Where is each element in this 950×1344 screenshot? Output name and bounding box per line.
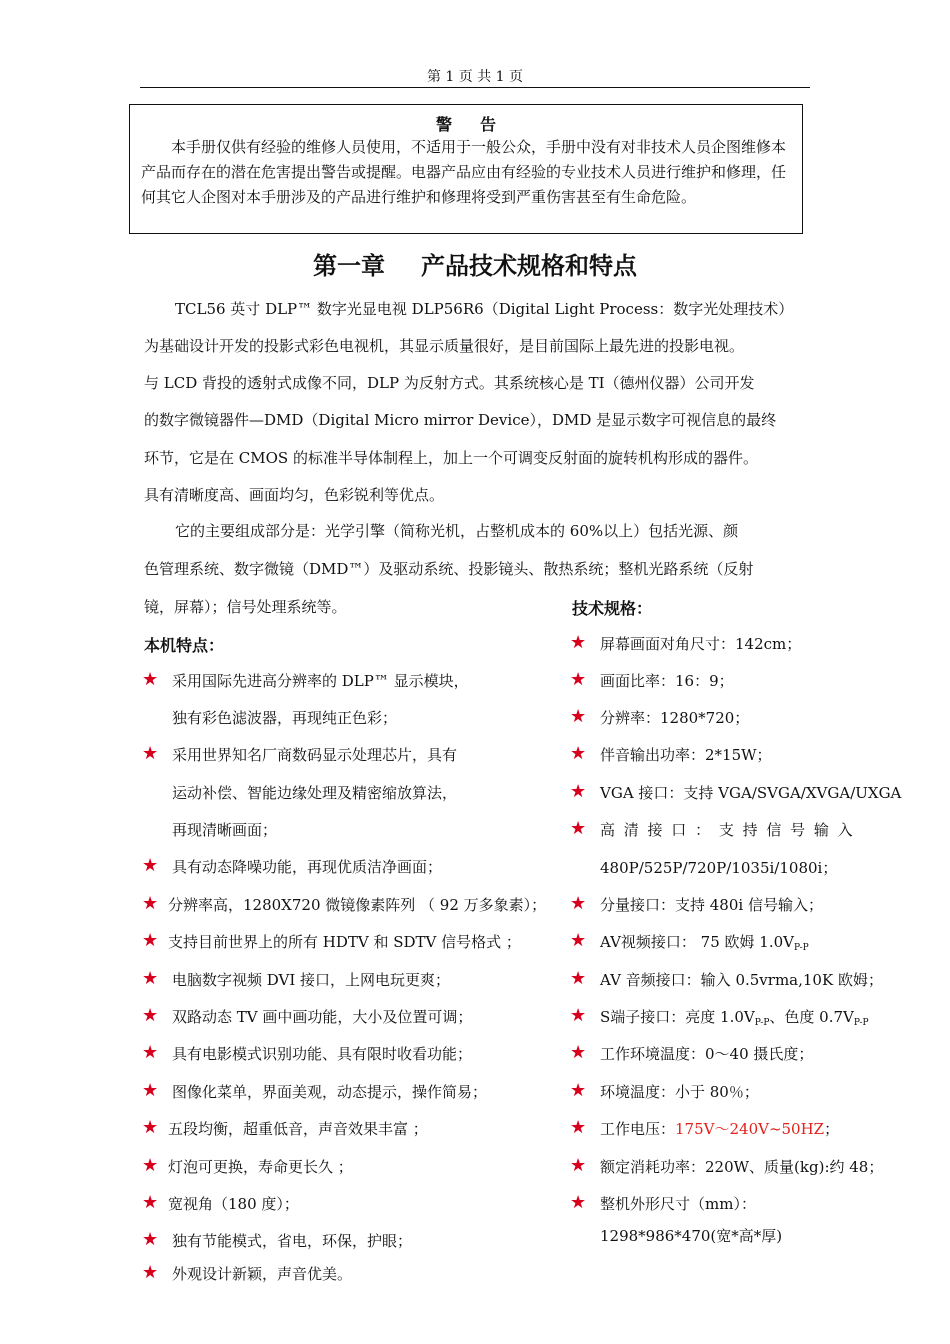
spec-item: 480P/525P/720P/1035i/1080i； bbox=[600, 859, 838, 877]
feature-item: 外观设计新颖，声音优美。 bbox=[172, 1265, 353, 1283]
pp-subscript: P-P bbox=[853, 1018, 869, 1028]
spec-text: 工作电压： bbox=[600, 1120, 676, 1138]
star-bullet-icon: ★ bbox=[142, 743, 159, 764]
spec-item: 伴音输出功率：2*15W； bbox=[600, 746, 772, 764]
feature-item: 独有彩色滤波器，再现纯正色彩； bbox=[172, 709, 398, 727]
feature-item: 支持目前世界上的所有 HDTV 和 SDTV 信号格式 ； bbox=[168, 933, 521, 951]
spec-item: 高 清 接 口 ： 支 持 信 号 输 入 bbox=[600, 821, 855, 839]
intro-line: 环节，它是在 CMOS 的标准半导体制程上，加上一个可调变反射面的旋转机构形成的器件。 bbox=[144, 449, 758, 467]
voltage-value: 175V～240V~50HZ bbox=[675, 1120, 825, 1138]
spec-text: S端子接口：亮度 1.0V bbox=[600, 1008, 755, 1026]
star-bullet-icon: ★ bbox=[142, 1080, 159, 1101]
star-bullet-icon: ★ bbox=[142, 930, 159, 951]
feature-item: 分辨率高，1280X720 微镜像素阵列 （ 92 万多象素）； bbox=[168, 896, 547, 914]
warning-box bbox=[129, 104, 803, 234]
spec-item: 屏幕画面对角尺寸：142cm； bbox=[600, 635, 802, 653]
star-bullet-icon: ★ bbox=[570, 1042, 587, 1063]
star-bullet-icon: ★ bbox=[570, 743, 587, 764]
spec-item: 整机外形尺寸（mm）： bbox=[600, 1195, 756, 1213]
star-bullet-icon: ★ bbox=[570, 1005, 587, 1026]
intro-line: 的数字微镜器件—DMD（Digital Micro mirror Device），DMD 是显示数字可视信息的最终 bbox=[144, 411, 777, 429]
pp-subscript: P-P bbox=[754, 1018, 770, 1028]
intro-line: 为基础设计开发的投影式彩色电视机，其显示质量很好，是目前国际上最先进的投影电视。 bbox=[144, 337, 745, 355]
star-bullet-icon: ★ bbox=[142, 1262, 159, 1283]
chapter-number: 第一章 bbox=[313, 252, 385, 280]
spec-item: 环境温度：小于 80％； bbox=[600, 1083, 759, 1101]
intro-line: 与 LCD 背投的透射式成像不同，DLP 为反射方式。其系统核心是 TI（德州仪器）公司开发 bbox=[144, 374, 755, 392]
feature-item: 再现清晰画面； bbox=[172, 821, 278, 839]
feature-item: 独有节能模式，省电，环保，护眼； bbox=[172, 1232, 413, 1250]
star-bullet-icon: ★ bbox=[570, 1117, 587, 1138]
star-bullet-icon: ★ bbox=[142, 1192, 159, 1213]
star-bullet-icon: ★ bbox=[570, 1155, 587, 1176]
feature-item: 双路动态 TV 画中画功能，大小及位置可调； bbox=[172, 1008, 473, 1026]
feature-item: 五段均衡，超重低音，声音效果丰富 ； bbox=[168, 1120, 428, 1138]
pp-subscript: P-P bbox=[794, 943, 809, 953]
spec-item: 画面比率：16：9； bbox=[600, 672, 734, 690]
star-bullet-icon: ★ bbox=[570, 781, 587, 802]
feature-item: 电脑数字视频 DVI 接口，上网电玩更爽； bbox=[172, 971, 451, 989]
spec-text: AV视频接口： 75 欧姆 1.0V bbox=[600, 933, 794, 951]
star-bullet-icon: ★ bbox=[142, 1117, 159, 1138]
star-bullet-icon: ★ bbox=[570, 893, 587, 914]
spec-item bbox=[600, 1118, 839, 1139]
spec-item bbox=[600, 1006, 869, 1027]
star-bullet-icon: ★ bbox=[570, 968, 587, 989]
star-bullet-icon: ★ bbox=[142, 855, 159, 876]
feature-item: 图像化菜单，界面美观，动态提示，操作简易； bbox=[172, 1083, 488, 1101]
spec-item: 额定消耗功率：220W、质量(kg):约 48； bbox=[600, 1158, 884, 1176]
intro-line: 它的主要组成部分是：光学引擎（简称光机，占整机成本的 60%以上）包括光源、颜 bbox=[175, 522, 739, 540]
feature-item: 具有动态降噪功能，再现优质洁净画面； bbox=[172, 858, 443, 876]
star-bullet-icon: ★ bbox=[570, 930, 587, 951]
star-bullet-icon: ★ bbox=[142, 1229, 159, 1250]
star-bullet-icon: ★ bbox=[570, 1080, 587, 1101]
intro-line: 镜，屏幕）；信号处理系统等。 bbox=[144, 598, 347, 616]
star-bullet-icon: ★ bbox=[142, 893, 159, 914]
star-bullet-icon: ★ bbox=[142, 1042, 159, 1063]
star-bullet-icon: ★ bbox=[570, 632, 587, 653]
spec-item bbox=[600, 931, 809, 952]
intro-line: 具有清晰度高、画面均匀，色彩锐利等优点。 bbox=[144, 486, 445, 504]
star-bullet-icon: ★ bbox=[570, 818, 587, 839]
star-bullet-icon: ★ bbox=[142, 669, 159, 690]
features-heading: 本机特点： bbox=[144, 636, 225, 655]
star-bullet-icon: ★ bbox=[142, 1155, 159, 1176]
spec-item: 1298*986*470(宽*高*厚) bbox=[600, 1227, 783, 1245]
spec-item: 分量接口：支持 480i 信号输入； bbox=[600, 896, 823, 914]
spec-item: 分辨率：1280*720； bbox=[600, 709, 750, 727]
header-divider bbox=[140, 87, 810, 88]
warning-body: 本手册仅供有经验的维修人员使用，不适用于一般公众，手册中没有对非技术人员企图维修本产品而存在的潜在危害提出警告或提醒。电器产品应由有经验的专业技术人员进行维护和修理，任何其它人企图对本手册涉及的产品进行维护和修理将受到严重伤害甚至有生命危险。 bbox=[141, 138, 787, 206]
chapter-name: 产品技术规格和特点 bbox=[421, 252, 637, 280]
feature-item: 采用国际先进高分辨率的 DLP™ 显示模块， bbox=[172, 672, 469, 690]
feature-item: 具有电影模式识别功能、具有限时收看功能； bbox=[172, 1045, 473, 1063]
feature-item: 宽视角（180 度）； bbox=[168, 1195, 299, 1213]
star-bullet-icon: ★ bbox=[142, 968, 159, 989]
feature-item: 灯泡可更换，寿命更长久 ； bbox=[168, 1158, 353, 1176]
specs-heading: 技术规格： bbox=[572, 599, 653, 618]
intro-line: TCL56 英寸 DLP™ 数字光显电视 DLP56R6（Digital Light Process：数字光处理技术） bbox=[175, 300, 794, 318]
spec-text: ； bbox=[824, 1120, 840, 1138]
chapter-title bbox=[0, 246, 950, 281]
spec-item: VGA 接口：支持 VGA/SVGA/XVGA/UXGA bbox=[600, 784, 902, 802]
warning-title: 警告 bbox=[435, 115, 524, 134]
star-bullet-icon: ★ bbox=[570, 1192, 587, 1213]
spec-item: AV 音频接口：输入 0.5vrma,10K 欧姆； bbox=[600, 971, 883, 989]
feature-item: 采用世界知名厂商数码显示处理芯片，具有 bbox=[172, 746, 458, 764]
feature-item: 运动补偿、智能边缘处理及精密缩放算法， bbox=[172, 784, 458, 802]
intro-line: 色管理系统、数字微镜（DMD™）及驱动系统、投影镜头、散热系统；整机光路系统（反射 bbox=[144, 560, 754, 578]
star-bullet-icon: ★ bbox=[142, 1005, 159, 1026]
spec-item: 工作环境温度：0～40 摄氏度； bbox=[600, 1045, 814, 1063]
spec-text: 、色度 0.7V bbox=[769, 1008, 854, 1026]
star-bullet-icon: ★ bbox=[570, 669, 587, 690]
page-number-header: 第 1 页 共 1 页 bbox=[426, 69, 524, 85]
star-bullet-icon: ★ bbox=[570, 706, 587, 727]
